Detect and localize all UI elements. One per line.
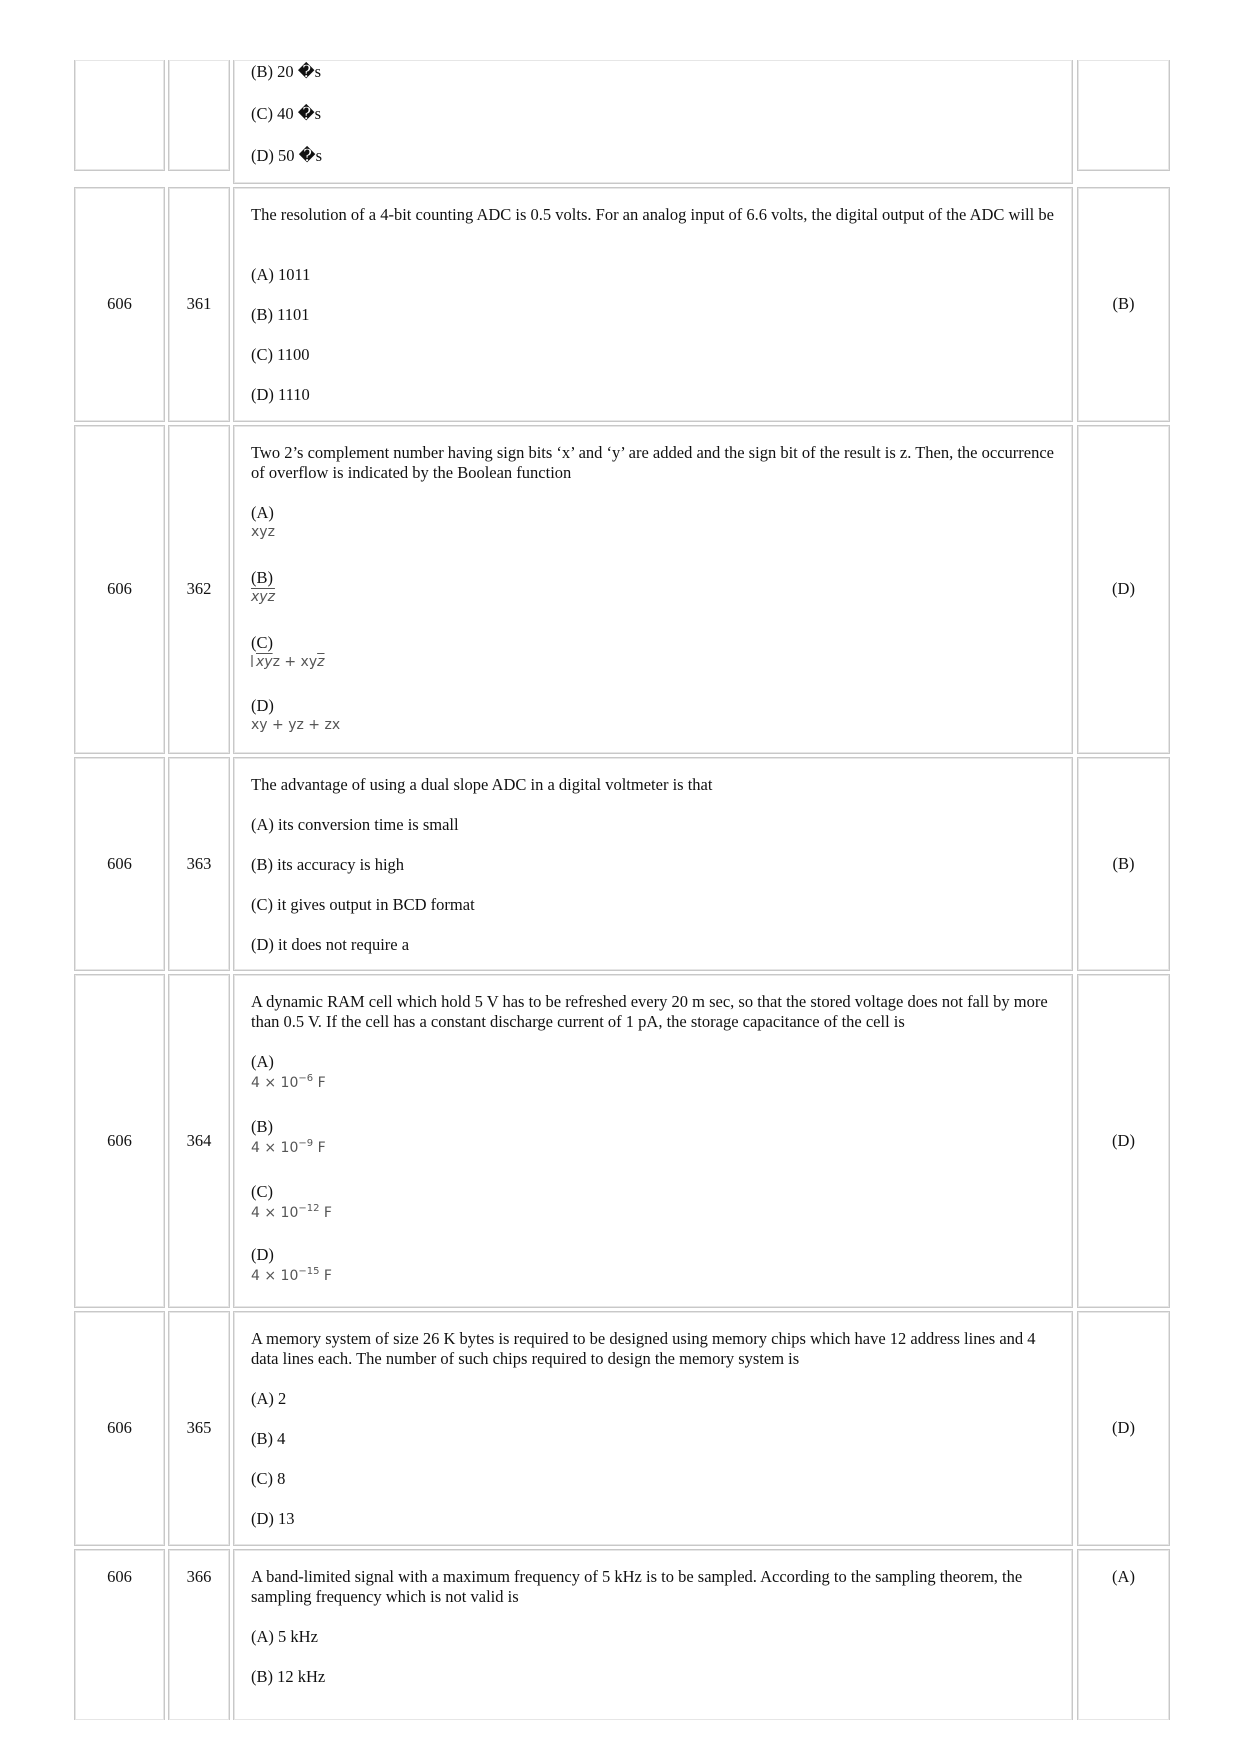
math-expression: $4 \times 10^{-15}$ F bbox=[251, 1266, 332, 1284]
paper-code: 606 bbox=[107, 854, 132, 873]
option-label: (B) bbox=[251, 1117, 273, 1136]
question-text: The advantage of using a dual slope ADC in a digital voltmeter is that bbox=[251, 775, 713, 794]
question-text: The resolution of a 4-bit counting ADC is 0.5 volts. For an analog input of 6.6 volts, the digital output of the ADC will be bbox=[251, 205, 1054, 224]
paper-code: 606 bbox=[107, 1418, 132, 1437]
question-number: 362 bbox=[186, 579, 212, 598]
option-label: (D) bbox=[251, 696, 274, 715]
question-number-cell bbox=[168, 1311, 230, 1546]
question-number: 364 bbox=[186, 1131, 212, 1150]
question-number: 363 bbox=[186, 854, 212, 873]
paper-cell bbox=[74, 60, 165, 171]
question-cell bbox=[233, 60, 1073, 184]
question-text: A dynamic RAM cell which hold 5 V has to be refreshed every 20 m sec, so that the stored voltage does not fall by more than 0.5 V. If the cell has a constant discharge current of 1 pA, the storage capacitance of the cell is bbox=[251, 992, 1048, 1031]
paper-cell bbox=[74, 757, 165, 971]
paper-cell bbox=[74, 425, 165, 754]
question-number-cell bbox=[168, 974, 230, 1308]
option-c: (C) 8 bbox=[251, 1469, 286, 1488]
paper-cell bbox=[74, 187, 165, 422]
question-cell bbox=[233, 974, 1073, 1308]
option-c: (C) 40 �s bbox=[251, 104, 322, 123]
option-a bbox=[251, 503, 275, 542]
math-expression: $\overline{xy}z + xy\overline{z}$ bbox=[251, 653, 325, 672]
question-text: Two 2’s complement number having sign bits ‘x’ and ‘y’ are added and the sign bit of the result is z. Then, the occurrence of overflow is indicated by the Boolean function bbox=[251, 443, 1054, 482]
option-d: (D) 50 �s bbox=[251, 146, 322, 165]
paper-cell bbox=[74, 974, 165, 1308]
math-expression: $4 \times 10^{-6}$ F bbox=[251, 1073, 326, 1091]
question-number-cell bbox=[168, 1549, 230, 1720]
paper-code: 606 bbox=[107, 579, 132, 598]
answer: (D) bbox=[1112, 1131, 1135, 1150]
answer: (A) bbox=[1112, 1567, 1135, 1586]
answer-cell bbox=[1077, 1549, 1170, 1720]
option-b: (B) 1101 bbox=[251, 305, 310, 324]
answer: (B) bbox=[1112, 854, 1135, 873]
math-expression: xy + yz + zx bbox=[251, 717, 341, 733]
answer: (D) bbox=[1112, 1418, 1135, 1437]
option-label: (D) bbox=[251, 1245, 274, 1264]
question-cell bbox=[233, 187, 1073, 422]
question-number: 365 bbox=[186, 1418, 212, 1437]
question-number: 361 bbox=[186, 294, 212, 313]
option-label: (A) bbox=[251, 503, 274, 522]
paper-cell bbox=[74, 1311, 165, 1546]
option-c bbox=[251, 633, 325, 672]
option-a: (A) 2 bbox=[251, 1389, 287, 1408]
option-label: (C) bbox=[251, 1182, 273, 1201]
option-c bbox=[251, 1182, 332, 1223]
answer-cell bbox=[1077, 757, 1170, 971]
question-cell bbox=[233, 425, 1073, 754]
math-expression: $4 \times 10^{-9}$ F bbox=[251, 1138, 326, 1156]
option-d bbox=[251, 696, 340, 735]
question-cell bbox=[233, 1549, 1073, 1720]
math-expression: $\overline{xyz}$ bbox=[251, 589, 275, 605]
option-label: (C) bbox=[251, 633, 273, 652]
option-b bbox=[251, 1117, 326, 1158]
question-number-cell bbox=[168, 425, 230, 754]
answer-cell bbox=[1077, 60, 1170, 171]
math-expression: xyz bbox=[251, 524, 275, 540]
paper-code: 606 bbox=[107, 294, 132, 313]
answer-cell bbox=[1077, 1311, 1170, 1546]
option-d: (D) 13 bbox=[251, 1509, 295, 1528]
question-text: A memory system of size 26 K bytes is required to be designed using memory chips which have 12 address lines and 4 data lines each. The number of such chips required to design the memory system is bbox=[251, 1329, 1036, 1368]
option-a: (A) its conversion time is small bbox=[251, 815, 459, 834]
question-cell bbox=[233, 1311, 1073, 1546]
option-a: (A) 1011 bbox=[251, 265, 311, 284]
option-b: (B) 20 �s bbox=[251, 62, 322, 81]
option-c: (C) it gives output in BCD format bbox=[251, 895, 475, 914]
option-d bbox=[251, 1245, 332, 1286]
option-d: (D) it does not require a bbox=[251, 935, 410, 954]
answer-cell bbox=[1077, 974, 1170, 1308]
question-cell bbox=[233, 757, 1073, 971]
option-b: (B) 12 kHz bbox=[251, 1667, 326, 1686]
paper-cell bbox=[74, 1549, 165, 1720]
question-number-cell bbox=[168, 757, 230, 971]
option-b: (B) its accuracy is high bbox=[251, 855, 405, 874]
answer: (D) bbox=[1112, 579, 1135, 598]
paper-code: 606 bbox=[107, 1131, 132, 1150]
option-c: (C) 1100 bbox=[251, 345, 310, 364]
answer-cell bbox=[1077, 187, 1170, 422]
option-a: (A) 5 kHz bbox=[251, 1627, 318, 1646]
math-expression: $4 \times 10^{-12}$ F bbox=[251, 1203, 332, 1221]
option-label: (B) bbox=[251, 568, 273, 587]
answer-cell bbox=[1077, 425, 1170, 754]
question-number-cell bbox=[168, 60, 230, 171]
question-number-cell bbox=[168, 187, 230, 422]
answer: (B) bbox=[1112, 294, 1135, 313]
option-label: (A) bbox=[251, 1052, 274, 1071]
option-b bbox=[251, 568, 275, 607]
paper-code: 606 bbox=[107, 1567, 132, 1586]
option-b: (B) 4 bbox=[251, 1429, 286, 1448]
option-a bbox=[251, 1052, 326, 1093]
question-text: A band-limited signal with a maximum frequency of 5 kHz is to be sampled. According to the sampling theorem, the sampling frequency which is not valid is bbox=[251, 1567, 1023, 1606]
option-d: (D) 1110 bbox=[251, 385, 310, 404]
question-number: 366 bbox=[186, 1567, 212, 1586]
